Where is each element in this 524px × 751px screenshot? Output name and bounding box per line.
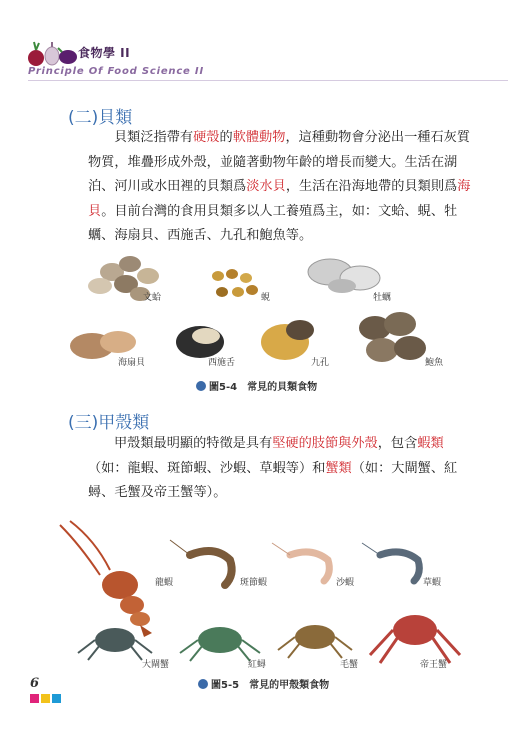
mud-crab-image: [180, 627, 260, 661]
sand-shrimp-image: [272, 543, 329, 581]
geoduck-image: [176, 326, 224, 358]
label-geoduck: 西施舌: [208, 358, 236, 368]
label-corbicula: 蜆: [261, 293, 271, 303]
label-lobster: 龍蝦: [155, 578, 174, 588]
crustacean-illustrations: [40, 515, 480, 675]
text: 甲殼類最明顯的特徵是具有: [114, 436, 273, 451]
highlight-seawater: 海貝: [88, 179, 471, 219]
label-king-crab: 帝王蟹: [420, 660, 448, 670]
caption-text: 圖5-5 常見的甲殼類食物: [211, 680, 330, 691]
highlight-freshwater: 淡水貝: [246, 179, 286, 194]
section-heading-crustacean: (三)甲殼類: [68, 413, 150, 433]
label-grass-shrimp: 草蝦: [423, 578, 442, 588]
corbicula-image: [212, 269, 258, 297]
label-tiger-prawn: 斑節蝦: [240, 578, 268, 588]
page-number: 6: [30, 676, 40, 691]
figure-marker-icon: [196, 381, 206, 391]
figure-caption-5-4: [196, 378, 317, 393]
text: 。目前台灣的食用貝類多以人工養殖爲主，如：文蛤、蜆、牡蠣、海扇貝、西施舌、九孔和鮑魚等。: [88, 203, 458, 243]
header-divider: [28, 80, 508, 81]
text: （如：龍蝦、斑節蝦、沙蝦、草蝦等）和: [88, 460, 326, 476]
text: ，包含: [377, 436, 418, 451]
section-heading-shellfish: (二)貝類: [68, 108, 133, 128]
header-logo: [26, 40, 78, 68]
highlight-hard-limbs: 堅硬的肢節與外殼: [272, 436, 378, 451]
vegetable-logo-icon: [26, 40, 78, 68]
label-scallop: 海扇貝: [118, 358, 146, 368]
book-title: 食物學 II: [78, 46, 131, 60]
book-subtitle: Principle Of Food Science II: [28, 66, 204, 77]
label-sand-shrimp: 沙蝦: [336, 578, 355, 588]
hairy-crab-image: [78, 628, 152, 660]
highlight-hard-shell: 硬殼: [193, 130, 220, 145]
highlight-mollusc: 軟體動物: [232, 130, 286, 145]
abalone-image: [359, 312, 426, 362]
label-abalone: 鮑魚: [425, 358, 444, 368]
label-mitten-crab: 毛蟹: [340, 660, 359, 670]
king-crab-image: [370, 615, 460, 663]
label-mud-crab: 紅蟳: [248, 660, 267, 670]
lobster-image: [60, 521, 152, 637]
text: ，生活在沿海地帶的貝類則爲: [285, 179, 458, 194]
label-oyster: 牡蠣: [373, 293, 392, 303]
paragraph-shellfish: [88, 126, 478, 249]
mitten-crab-image: [278, 625, 352, 658]
figure-caption-5-5: [198, 676, 329, 691]
caption-text: 圖5-4 常見的貝類食物: [209, 382, 318, 393]
paragraph-crustacean: [88, 432, 478, 506]
text: （如：大閘蟹、紅蟳、毛蟹及帝王蟹等）。: [88, 460, 458, 500]
tiger-prawn-image: [170, 540, 232, 585]
small-abalone-image: [261, 320, 314, 360]
figure-marker-icon: [198, 679, 208, 689]
text: ，這種動物會分泌出一種石灰質物質，堆疊形成外殼，並隨著動物年齡的增長而變大。生活在湖泊、河川或水田裡的貝類爲: [88, 130, 471, 194]
highlight-shrimp: 蝦類: [417, 436, 444, 451]
highlight-crab: 蟹類: [325, 460, 352, 476]
decorative-cubes-icon: [30, 692, 70, 706]
label-clam: 文蛤: [143, 293, 162, 303]
oyster-image: [308, 259, 380, 293]
label-hairy-crab: 大閘蟹: [142, 660, 170, 670]
text: 貝類泛指帶有: [114, 130, 194, 145]
label-small-abalone: 九孔: [311, 358, 330, 368]
text: 的: [219, 130, 233, 145]
grass-shrimp-image: [362, 543, 419, 581]
